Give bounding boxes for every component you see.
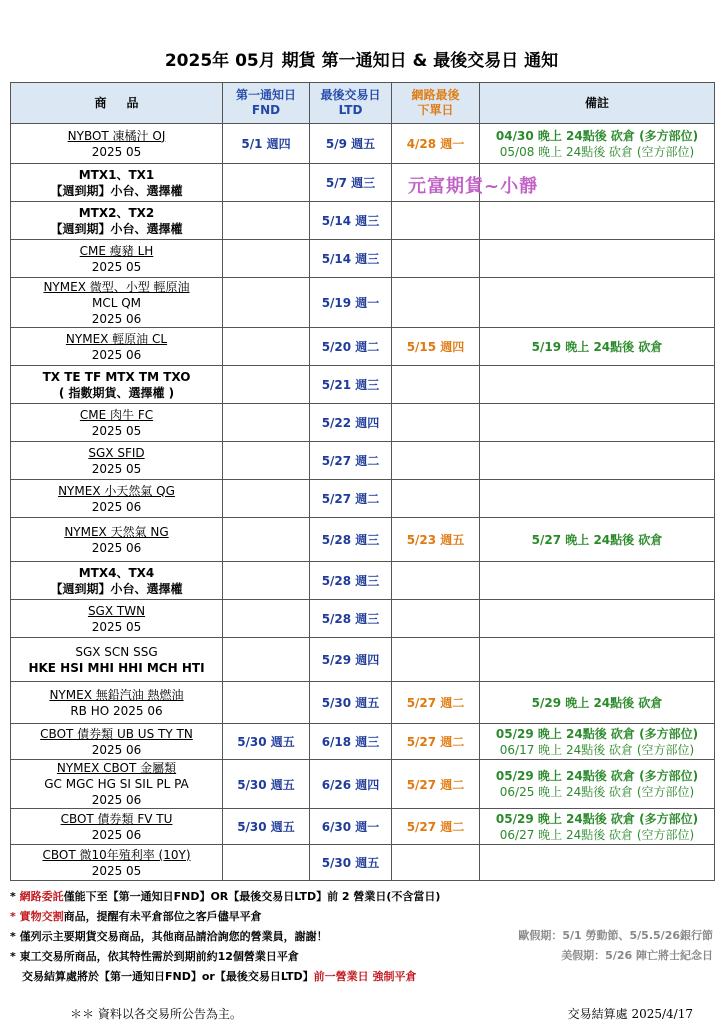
ltd-cell: 5/27 週二	[310, 442, 392, 480]
holiday-eu: 歐假期：5/1 勞動節、5/5.5/26銀行節	[518, 929, 713, 942]
table-row	[11, 480, 715, 518]
product-cell	[11, 562, 223, 600]
online-last-cell	[392, 600, 480, 638]
online-last-cell: 5/27 週二	[392, 760, 480, 809]
product-line: TX TE TF MTX TM TXO	[42, 369, 191, 384]
online-last-cell	[392, 845, 480, 881]
product-line: MTX1、TX1	[78, 167, 155, 182]
note-cell	[480, 202, 715, 240]
product-line: NYMEX CBOT 金屬類	[56, 761, 177, 775]
fnd-cell	[223, 638, 310, 682]
product-line: NYMEX 微型、小型 輕原油	[43, 279, 190, 294]
ltd-cell: 5/28 週三	[310, 562, 392, 600]
product-cell	[11, 724, 223, 760]
header-fnd: 第一通知日 FND	[223, 83, 310, 124]
header-online-last: 網路最後 下單日	[392, 83, 480, 124]
fnd-cell: 5/30 週五	[223, 809, 310, 845]
table-row	[11, 164, 715, 202]
ltd-cell: 5/30 週五	[310, 682, 392, 724]
fnd-cell	[223, 240, 310, 278]
product-line: CME 肉牛 FC	[79, 407, 154, 422]
product-line: 2025 06	[91, 827, 142, 842]
fnd-cell: 5/1 週四	[223, 124, 310, 164]
table-row	[11, 638, 715, 682]
product-cell	[11, 480, 223, 518]
fnd-cell	[223, 404, 310, 442]
product-line: GC MGC HG SI SIL PL PA	[44, 777, 189, 791]
note-cell	[480, 760, 715, 809]
fnd-cell	[223, 366, 310, 404]
product-line: NYMEX 天然氣 NG	[64, 524, 169, 539]
note-line: 5/19 晚上 24點後 砍倉	[531, 339, 663, 354]
product-line: NYMEX 小天然氣 QG	[58, 483, 175, 498]
note-line: 05/29 晚上 24點後 砍倉 (多方部位)	[495, 726, 699, 741]
table-row	[11, 600, 715, 638]
product-cell	[11, 809, 223, 845]
note-cell	[480, 366, 715, 404]
footnote-online: * 網路委託僅能下至【第一通知日FND】OR【最後交易日LTD】前 2 營業日(不含當日)	[10, 890, 441, 903]
table-row	[11, 328, 715, 366]
online-last-cell	[392, 480, 480, 518]
note-cell	[480, 809, 715, 845]
product-line: CME 瘦豬 LH	[79, 243, 154, 258]
online-last-cell	[392, 278, 480, 328]
product-line: 2025 06	[91, 347, 142, 362]
note-line: 06/17 晚上 24點後 砍倉 (空方部位)	[499, 742, 695, 757]
note-line: 05/29 晚上 24點後 砍倉 (多方部位)	[495, 769, 699, 783]
expiry-table	[10, 82, 715, 881]
fnd-cell	[223, 480, 310, 518]
online-last-cell: 5/23 週五	[392, 518, 480, 562]
product-line: 2025 05	[91, 619, 142, 634]
product-line: RB HO 2025 06	[70, 703, 163, 718]
table-row	[11, 682, 715, 724]
issuer-date: 交易結算處 2025/4/17	[567, 1007, 693, 1021]
product-line: 2025 06	[91, 793, 142, 807]
fnd-cell	[223, 202, 310, 240]
table-row	[11, 366, 715, 404]
fnd-cell: 5/30 週五	[223, 760, 310, 809]
table-row	[11, 809, 715, 845]
source-note: ＊＊ 資料以各交易所公告為主。	[70, 1007, 242, 1021]
table-row	[11, 202, 715, 240]
note-cell	[480, 562, 715, 600]
product-cell	[11, 518, 223, 562]
online-last-cell	[392, 638, 480, 682]
ltd-cell: 5/20 週二	[310, 328, 392, 366]
ltd-cell: 6/30 週一	[310, 809, 392, 845]
fnd-cell	[223, 164, 310, 202]
fnd-cell	[223, 442, 310, 480]
page-title: 2025年 05月 期貨 第一通知日 & 最後交易日 通知	[164, 51, 559, 71]
online-last-cell: 5/27 週二	[392, 682, 480, 724]
product-line: 【週到期】小台、選擇權	[50, 183, 183, 198]
product-line: SGX SCN SSG	[75, 644, 158, 659]
product-line: 2025 05	[91, 144, 142, 159]
product-line: 2025 05	[91, 461, 142, 476]
fnd-cell	[223, 518, 310, 562]
online-last-cell	[392, 366, 480, 404]
product-cell	[11, 638, 223, 682]
note-cell	[480, 442, 715, 480]
online-last-cell: 5/27 週二	[392, 724, 480, 760]
table-row	[11, 404, 715, 442]
note-cell	[480, 404, 715, 442]
product-line: ( 指數期貨、選擇權 )	[58, 385, 175, 400]
product-line: CBOT 微10年殖利率 (10Y)	[42, 847, 191, 862]
product-line: SGX TWN	[87, 603, 146, 618]
table-row	[11, 518, 715, 562]
online-last-cell	[392, 404, 480, 442]
product-line: 2025 05	[91, 259, 142, 274]
product-line: NYMEX 無鉛汽油 熱燃油	[49, 687, 184, 702]
ltd-cell: 5/14 週三	[310, 202, 392, 240]
product-line: 2025 06	[91, 540, 142, 555]
table-row	[11, 240, 715, 278]
ltd-cell: 5/7 週三	[310, 164, 392, 202]
note-cell	[480, 240, 715, 278]
table-row	[11, 124, 715, 164]
note-line: 06/27 晚上 24點後 砍倉 (空方部位)	[499, 827, 695, 842]
product-cell	[11, 328, 223, 366]
online-last-cell	[392, 442, 480, 480]
product-line: NYBOT 凍橘汁 OJ	[67, 128, 166, 143]
ltd-cell: 5/22 週四	[310, 404, 392, 442]
note-cell	[480, 638, 715, 682]
footnote-tocom: * 東工交易所商品，依其特性需於到期前約12個營業日平倉	[10, 950, 299, 963]
note-line: 05/29 晚上 24點後 砍倉 (多方部位)	[495, 811, 699, 826]
ltd-cell: 5/30 週五	[310, 845, 392, 881]
holiday-us: 美假期：5/26 陣亡將士紀念日	[561, 949, 713, 962]
table-row	[11, 278, 715, 328]
table-header-row	[11, 83, 715, 124]
table-row	[11, 760, 715, 809]
online-last-cell: 4/28 週一	[392, 124, 480, 164]
online-last-cell	[392, 240, 480, 278]
note-cell	[480, 328, 715, 366]
ltd-cell: 6/18 週三	[310, 724, 392, 760]
header-product: 商品	[11, 83, 223, 124]
table-row	[11, 442, 715, 480]
product-cell	[11, 600, 223, 638]
product-line: CBOT 債券類 UB US TY TN	[40, 726, 193, 741]
ltd-cell: 5/29 週四	[310, 638, 392, 682]
product-line: SGX SFID	[88, 445, 145, 460]
header-note: 備註	[480, 83, 715, 124]
fnd-cell: 5/30 週五	[223, 724, 310, 760]
product-cell	[11, 682, 223, 724]
online-last-cell	[392, 202, 480, 240]
note-line: 04/30 晚上 24點後 砍倉 (多方部位)	[495, 128, 699, 143]
ltd-cell: 5/14 週三	[310, 240, 392, 278]
ltd-cell: 5/28 週三	[310, 600, 392, 638]
product-cell	[11, 442, 223, 480]
product-line: 2025 05	[91, 423, 142, 438]
product-line: NYMEX 輕原油 CL	[65, 331, 168, 346]
product-line: CBOT 債券類 FV TU	[60, 811, 173, 826]
header-ltd: 最後交易日 LTD	[310, 83, 392, 124]
note-cell	[480, 600, 715, 638]
fnd-cell	[223, 278, 310, 328]
product-cell	[11, 760, 223, 809]
ltd-cell: 5/21 週三	[310, 366, 392, 404]
product-line: 2025 06	[91, 311, 142, 326]
note-cell	[480, 682, 715, 724]
table-row	[11, 845, 715, 881]
fnd-cell	[223, 562, 310, 600]
online-last-cell: 5/27 週二	[392, 809, 480, 845]
product-line: MTX2、TX2	[78, 205, 155, 220]
footnote-physical: * 實物交割商品，提醒有未平倉部位之客戶儘早平倉	[10, 910, 262, 923]
online-last-cell	[392, 562, 480, 600]
note-cell	[480, 480, 715, 518]
product-line: 【週到期】小台、選擇權	[50, 221, 183, 236]
holiday-notes	[518, 926, 713, 966]
fnd-cell	[223, 682, 310, 724]
product-cell	[11, 845, 223, 881]
ltd-cell: 6/26 週四	[310, 760, 392, 809]
product-line: MTX4、TX4	[78, 565, 155, 580]
ltd-cell: 5/28 週三	[310, 518, 392, 562]
product-cell	[11, 124, 223, 164]
note-cell	[480, 518, 715, 562]
product-line: 2025 06	[91, 499, 142, 514]
product-line: 【週到期】小台、選擇權	[50, 581, 183, 596]
note-line: 06/25 晚上 24點後 砍倉 (空方部位)	[499, 785, 695, 799]
product-cell	[11, 164, 223, 202]
footnote-main-only: * 僅列示主要期貨交易商品，其他商品請洽詢您的營業員，謝謝！	[10, 930, 328, 943]
product-cell	[11, 366, 223, 404]
product-cell	[11, 202, 223, 240]
ltd-cell: 5/27 週二	[310, 480, 392, 518]
table-row	[11, 724, 715, 760]
product-line: 2025 05	[91, 863, 142, 878]
product-line: MCL QM	[91, 295, 142, 310]
note-cell	[480, 278, 715, 328]
online-last-cell: 5/15 週四	[392, 328, 480, 366]
ltd-cell: 5/19 週一	[310, 278, 392, 328]
fnd-cell	[223, 845, 310, 881]
note-line: 5/29 晚上 24點後 砍倉	[531, 695, 663, 710]
note-cell	[480, 845, 715, 881]
table-row	[11, 562, 715, 600]
product-cell	[11, 404, 223, 442]
note-cell	[480, 124, 715, 164]
product-cell	[11, 240, 223, 278]
product-line: HKE HSI MHI HHI MCH HTI	[28, 660, 205, 675]
note-line: 5/27 晚上 24點後 砍倉	[531, 532, 663, 547]
fnd-cell	[223, 328, 310, 366]
ltd-cell: 5/9 週五	[310, 124, 392, 164]
fnd-cell	[223, 600, 310, 638]
watermark-text: 元富期貨~小靜	[408, 176, 539, 197]
product-cell	[11, 278, 223, 328]
note-cell	[480, 724, 715, 760]
product-line: 2025 06	[91, 742, 142, 757]
footnote-force-close: 交易結算處將於【第一通知日FND】or【最後交易日LTD】前一營業日 強制平倉	[22, 970, 417, 983]
note-line: 05/08 晚上 24點後 砍倉 (空方部位)	[499, 144, 695, 159]
